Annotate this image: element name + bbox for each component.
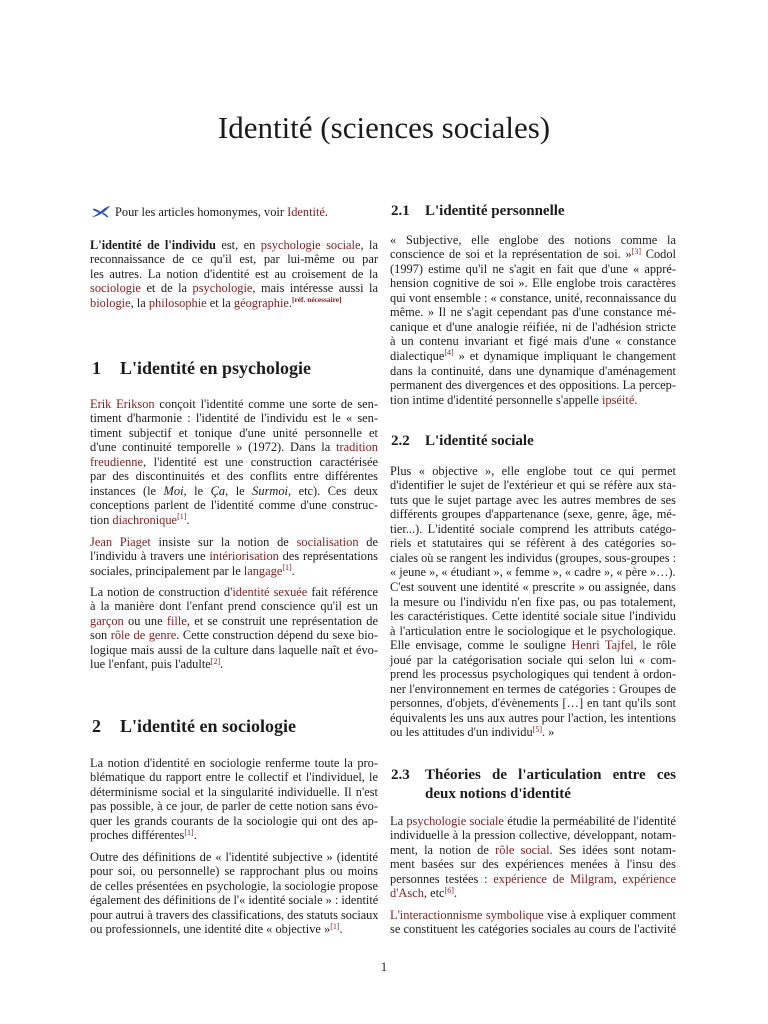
text-line: dialectique[4] » et dynamique impliquant le changement [390,348,676,363]
hatnote-end: . [324,205,329,219]
text-line: reconnaissance de ce qu'il est, par lui-même ou par [90,252,378,267]
text-line: C'est souvent une identité « prescrite » ou assignée, dans [390,579,676,594]
link[interactable]: rôle de genre [110,628,177,643]
text-line: L'identité de l'individu est, en psychologie sociale, la [90,237,378,252]
disambiguation-icon-graphic [91,205,111,219]
text-line: d'identifier le sujet de l'extérieur et qui se réfère aux sta- [390,478,676,493]
text-line: sociologie et de la psychologie, mais intéresse aussi la [90,281,378,296]
text-line: à la manière dont l'enfant prend conscience qu'il est un [90,599,378,614]
section-number: 2 [92,716,101,736]
citation-ref[interactable]: [5] [532,724,542,734]
text-line: individuelle à la pression collective, développant, notam- [390,828,676,843]
text-line: quer les grands courants de la sociologie qui ont des ap- [90,813,378,828]
text-line: dans la continuité, dans une dynamique d'aménagement [390,363,676,378]
paragraph-sociologie [90,756,378,843]
text-line: prend les processus psychologiques qui tendent à ordon- [390,667,676,682]
subsection-number: 2.3 [391,767,410,784]
text-line: tion diachronique[1]. [90,512,190,527]
text-line: garçon ou une fille, et se construit une représentation de [90,613,379,628]
citation-ref[interactable]: [3] [631,246,641,256]
italic-text: Ça [210,483,226,498]
text-line: qui vont ensemble : « constance, unité, reconnaissance du [390,290,677,305]
citation-ref[interactable]: [6] [444,885,454,895]
citation-ref[interactable]: [1] [184,827,194,837]
link[interactable]: tradition [336,440,378,455]
text-line: pour soi, ou personnelle) se rapprochant plus ou moins [90,864,378,879]
text-line: pour autrui à travers des classifications, des statuts sociaux [90,907,379,922]
link[interactable]: expérience de Milgram [493,871,614,886]
subsection-title-line: deux notions d'identité [425,786,571,803]
link[interactable]: psychologie [192,281,253,296]
text-line: tuts que le sujet partage avec les autres membres de ses [390,492,676,507]
text-line: à un contenu invariant et figé mais d'une « constance [390,334,676,349]
link[interactable]: Jean Piaget [90,534,151,549]
citation-needed-note[interactable]: [réf. nécessaire] [292,295,342,305]
citation-ref[interactable]: [2] [210,656,221,666]
italic-text: Moi [163,483,184,498]
text-line: son rôle de genre. Cette construction dépend du sexe bio- [90,628,379,643]
text-line: les caractéristiques. Cette identité sociale situe l'individu [390,609,676,624]
italic-text: Surmoi [252,483,288,498]
text-line: ment basées sur des expériences menées à l'insu des [390,857,676,872]
subsection-heading-2-2 [391,432,676,450]
hatnote-text [115,205,328,220]
text-line: l'individu à travers une intériorisation des représentations [90,549,378,564]
subsection-title: L'identité personnelle [425,203,565,219]
subsection-title-line: Théories de l'articulation entre ces [425,767,676,784]
text-line: La notion d'identité en sociologie renferme toute la pro- [90,755,378,770]
paragraph-identite-sexuee [90,585,378,672]
text-line: « Subjective, elle englobe des notions comme la [390,232,676,247]
page-title: Identité (sciences sociales) [217,110,551,145]
link[interactable]: psychologie sociale [260,237,361,252]
citation-ref[interactable]: [4] [444,348,454,358]
text-line: canique et d'une analogie réifiée, ni de l'adhésion stricte [390,319,676,334]
text-line: pas possible, à ce jour, de parler de cette notion sans évo- [90,799,378,814]
citation-ref[interactable]: [1] [282,563,292,573]
page-number: 1 [380,960,388,974]
paragraph-identite-personnelle [390,233,676,408]
link[interactable]: ipséité [601,392,635,407]
text-line: équivalents les uns aux autres pour l'action, les intentions [390,710,676,725]
text-line: ou professionnels, une identité dite « objective »[1]. [90,921,343,937]
text-line: différents groupes d'appartenance (sexe, genre, âge, mé- [390,507,676,522]
paragraph-erikson [90,397,378,528]
text-line: ou les attitudes d'un individu[5]. » [390,724,555,740]
text-line: lue l'enfant, puis l'adulte[2]. [90,656,224,672]
link[interactable]: langage [243,563,283,578]
text-line: riels et statutaires qui se réfèrent à des catégories so- [390,536,676,551]
link[interactable]: géographie [233,295,289,310]
text-line: de celles présentées en psychologie, la sociologie propose [90,878,378,893]
text-line: blématique du rapport entre le collectif et l'individuel, le [90,770,378,785]
citation-ref[interactable]: [1] [177,512,187,522]
hatnote-label: Pour les articles homonymes, voir [115,205,288,219]
text-line: également des définitions de l'« identité sociale » : identité [90,893,379,908]
text-line: timent subjectif et tonique d'une unité personnelle et [90,425,378,440]
text-line: permanent des divergences et des oppositions. La percep- [390,378,676,393]
text-line: logique mais aussi de la culture dans laquelle naît et évo- [90,642,378,657]
subsection-heading-2-1 [391,202,676,220]
text-line: hension cognitive de soi ». Elle englobe trois caractères [390,276,676,291]
link[interactable]: Henri Tajfel [571,638,634,653]
text-line: Outre des définitions de « l'identité subjective » (identité [90,849,378,864]
hatnote-link[interactable]: Identité [287,205,325,219]
section-number: 1 [92,358,101,378]
text-line: Elle envisage, comme le souligne Henri Tajfel, le rôle [390,638,677,653]
subsection-number: 2.1 [391,203,410,219]
text-line: (1997) estime qu'il ne s'agit en fait que d'une « appré- [390,261,676,276]
text-line: freudienne, l'identité est une construction caractérisée [90,454,378,469]
text-line: personnes testées : expérience de Milgram, expérience [390,871,677,886]
text-line: joué par la catégorisation sociale qui selon lui « com- [390,652,676,667]
text-line: L'interactionnisme symbolique vise à expliquer comment [390,907,676,922]
link[interactable]: rôle social [495,842,550,857]
text-line: personnes, d'objets, d'évènements […] en tant qu'ils sont [390,696,676,711]
disambiguation-icon [91,205,111,219]
link[interactable]: garçon [90,613,124,628]
text-line: tion intime d'identité personnelle s'appelle ipséité. [390,392,638,407]
text-line: Jean Piaget insiste sur la notion de socialisation de [90,534,379,549]
paragraph-identite-sociale [390,464,676,740]
section-title: L'identité en sociologie [120,716,296,736]
text-line: par des discontinuités et des conflits entre différentes [90,469,378,484]
hatnote [91,205,378,220]
link[interactable]: fille [166,613,187,628]
link[interactable]: identité sexuée [232,584,308,599]
link[interactable]: intériorisation [209,549,279,564]
paragraph-interactionnisme [390,908,676,937]
text-line: même. » Il ne s'agit cependant pas d'une constance mé- [390,305,676,320]
text-line: biologie, la philosophie et la géographie.[réf. nécessaire] [90,295,342,310]
subsection-title: L'identité sociale [425,433,534,449]
link[interactable]: socialisation [296,534,359,549]
text-line: déterminisme social et la singularité individuelle. Il n'est [90,784,378,799]
link[interactable]: sociologie [90,281,141,296]
link[interactable]: freudienne [90,454,143,469]
link[interactable]: Erik Erikson [90,396,155,411]
subsection-heading-2-3 [391,766,676,804]
section-heading-2 [92,716,378,736]
text-line: « jeune », « étudiant », « femme », « cadre », « père »…). [390,565,676,580]
intro-paragraph [90,238,378,311]
text-line: d'Asch, etc[6]. [390,885,457,901]
text-line: La notion de construction d'identité sexuée fait référence [90,584,379,599]
paragraph-articulation [390,814,676,901]
paragraph-piaget [90,535,378,579]
link[interactable]: diachronique [112,512,178,527]
link[interactable]: d'Asch [390,886,424,901]
link[interactable]: expérience [622,871,677,886]
text-line: ment, la notion de rôle social. Ses idées sont notam- [390,842,676,857]
link[interactable]: biologie [90,295,131,310]
text-line: conceptions parlent de l'identité comme d'une construc- [90,498,378,513]
section-title: L'identité en psychologie [120,358,312,378]
text-line: proches différentes[1]. [90,827,197,843]
text-line: à l'articulation entre le sociologique et le psychologique. [390,623,676,638]
text-line: ciales où se rangent les individus (groupes, sous-groupes : [390,550,677,565]
text-line: instances (le Moi, le Ça, le Surmoi, etc). Ces deux [90,483,378,498]
text-line: Plus « objective », elle englobe tout ce qui permet [390,463,676,478]
text-line: conscience de soi et la représentation de soi. »[3] Codol [390,246,676,262]
bold-text: L'identité de l'individu [90,237,216,252]
text-line: se constituent les catégories sociales au cours de l'activité [390,922,676,937]
subsection-number: 2.2 [391,433,410,449]
link[interactable]: psychologie sociale [406,813,504,828]
text-line: ner l'environnement en termes de catégories : Groupes de [390,681,676,696]
paragraph-definitions [90,850,378,937]
text-line: sociales, principalement par le langage[1]. [90,563,295,578]
text-line: Erik Erikson conçoit l'identité comme une sorte de sen- [90,396,378,411]
subsection-title [425,766,676,804]
text-line: tier...). L'identité sociale comprend les attributs catégo- [390,521,676,536]
citation-ref[interactable]: [1] [330,921,340,931]
text-line: les autres. La notion d'identité est au croisement de la [90,266,378,281]
section-heading-1 [92,358,378,378]
link[interactable]: philosophie [148,295,207,310]
text-line: La psychologie sociale étudie la perméabilité de l'identité [390,813,676,828]
text-line: la mesure ou l'individu n'en fixe pas, ou pas totalement, [390,594,676,609]
text-line: d'une continuité temporelle » (1972). Dans la tradition [90,440,378,455]
text-line: timent d'harmonie : l'identité de l'individu est le « sen- [90,411,378,426]
link[interactable]: L'interactionnisme symbolique [390,907,544,922]
